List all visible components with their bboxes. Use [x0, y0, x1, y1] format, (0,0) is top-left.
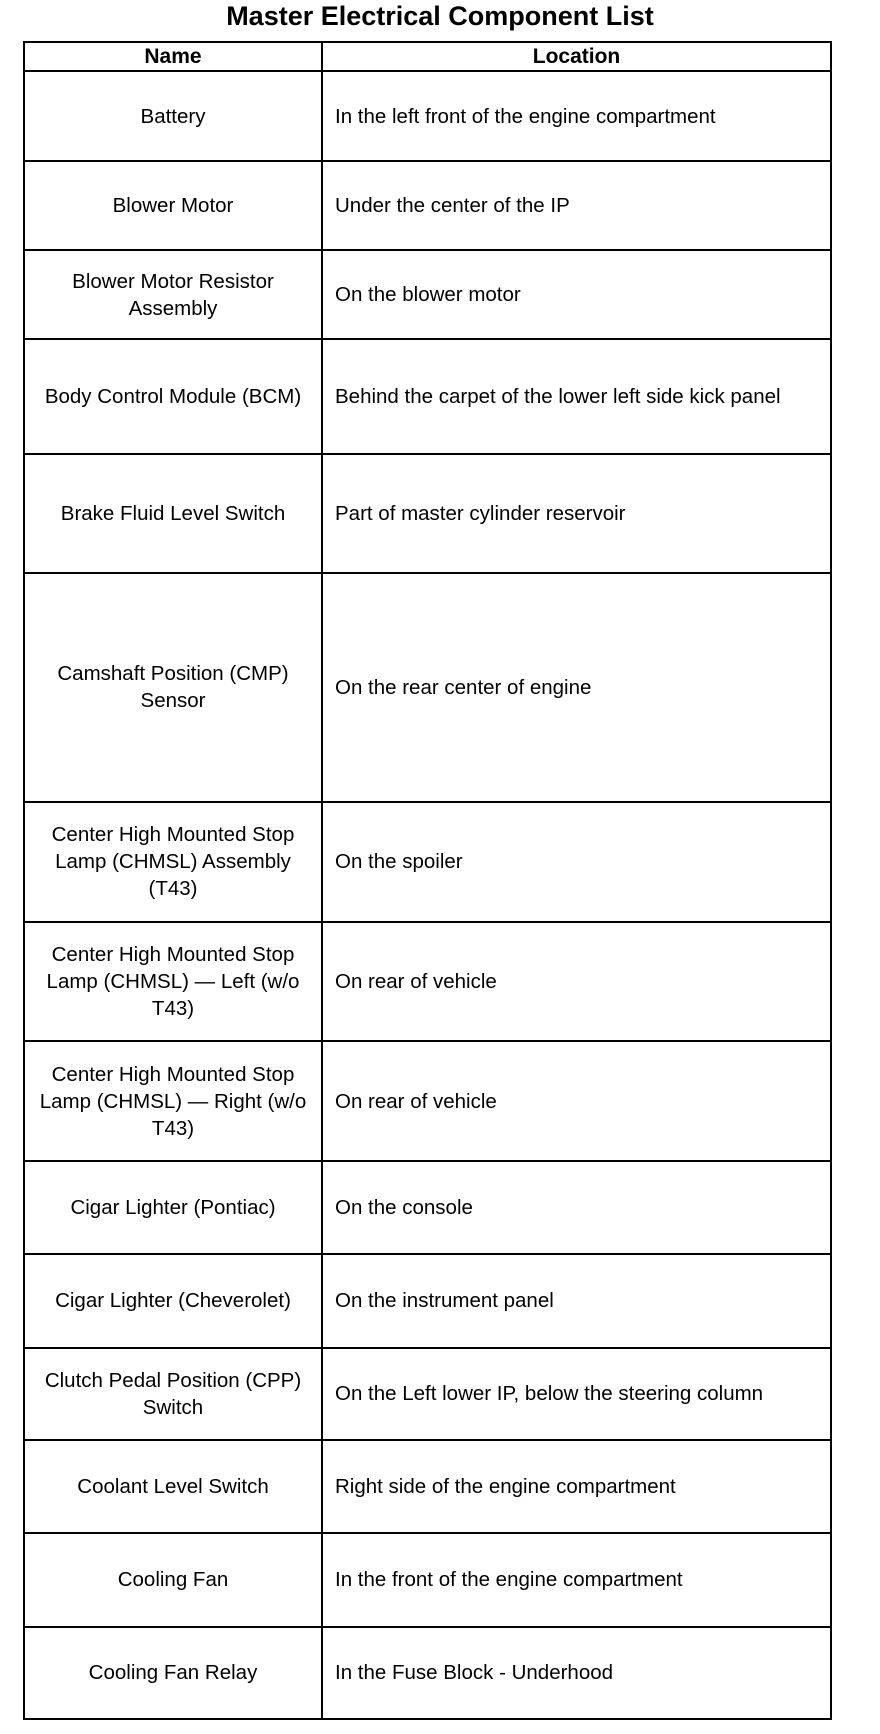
component-table	[23, 41, 832, 1720]
component-location: Right side of the engine compartment	[322, 1440, 831, 1533]
table-header-row	[24, 42, 831, 71]
component-location: Behind the carpet of the lower left side kick panel	[322, 339, 831, 454]
component-name: Center High Mounted Stop Lamp (CHMSL) — Left (w/o T43)	[24, 922, 322, 1042]
table-row	[24, 1161, 831, 1254]
header-name: Name	[24, 42, 322, 71]
table-row	[24, 71, 831, 160]
table-row	[24, 1533, 831, 1626]
page-title: Master Electrical Component List	[226, 1, 654, 31]
table-row	[24, 454, 831, 573]
component-location: On the Left lower IP, below the steering column	[322, 1348, 831, 1440]
component-name: Battery	[24, 71, 322, 160]
component-location: In the front of the engine compartment	[322, 1533, 831, 1626]
component-name: Center High Mounted Stop Lamp (CHMSL) — Right (w/o T43)	[24, 1041, 322, 1161]
component-name: Brake Fluid Level Switch	[24, 454, 322, 573]
component-name: Camshaft Position (CMP) Sensor	[24, 573, 322, 802]
table-row	[24, 1440, 831, 1533]
component-location: On the console	[322, 1161, 831, 1254]
component-location: Under the center of the IP	[322, 161, 831, 250]
component-location: In the left front of the engine compartment	[322, 71, 831, 160]
table-row	[24, 1627, 831, 1719]
component-name: Cooling Fan Relay	[24, 1627, 322, 1719]
component-location: On the blower motor	[322, 250, 831, 339]
component-name: Blower Motor	[24, 161, 322, 250]
component-name: Clutch Pedal Position (CPP) Switch	[24, 1348, 322, 1440]
component-location: On the rear center of engine	[322, 573, 831, 802]
component-location: On the instrument panel	[322, 1254, 831, 1347]
component-location: Part of master cylinder reservoir	[322, 454, 831, 573]
component-name: Body Control Module (BCM)	[24, 339, 322, 454]
table-row	[24, 573, 831, 802]
component-location: In the Fuse Block - Underhood	[322, 1627, 831, 1719]
component-name: Center High Mounted Stop Lamp (CHMSL) Assembly (T43)	[24, 802, 322, 922]
component-name: Coolant Level Switch	[24, 1440, 322, 1533]
table-row	[24, 161, 831, 250]
component-name: Cigar Lighter (Cheverolet)	[24, 1254, 322, 1347]
table-row	[24, 250, 831, 339]
component-location: On rear of vehicle	[322, 922, 831, 1042]
table-row	[24, 1254, 831, 1347]
component-location: On rear of vehicle	[322, 1041, 831, 1161]
table-row	[24, 339, 831, 454]
table-row	[24, 922, 831, 1042]
header-location: Location	[322, 42, 831, 71]
component-name: Blower Motor Resistor Assembly	[24, 250, 322, 339]
table-row	[24, 1348, 831, 1440]
component-location: On the spoiler	[322, 802, 831, 922]
table-row	[24, 1041, 831, 1161]
component-name: Cooling Fan	[24, 1533, 322, 1626]
table-row	[24, 802, 831, 922]
component-name: Cigar Lighter (Pontiac)	[24, 1161, 322, 1254]
